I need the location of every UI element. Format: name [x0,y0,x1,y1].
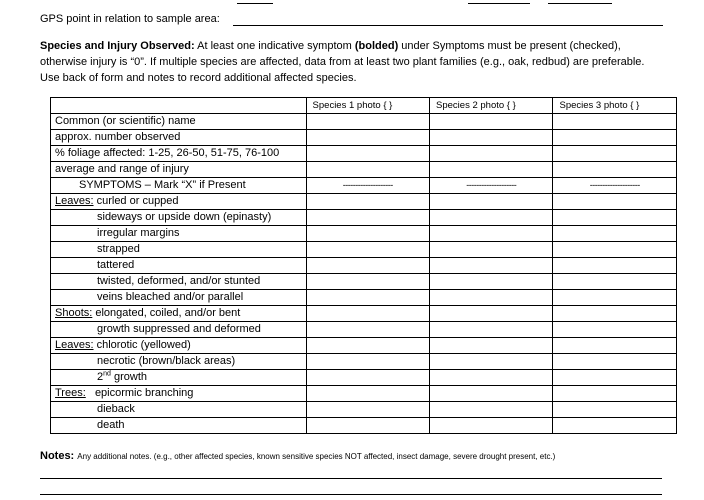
species-1-cell[interactable] [306,242,429,258]
species-3-cell[interactable] [553,242,677,258]
species-1-cell[interactable] [306,210,429,226]
species-2-cell[interactable] [430,242,553,258]
table-header-row [51,98,677,114]
species-2-cell[interactable] [430,194,553,210]
species-2-cell[interactable] [430,338,553,354]
gps-input-line[interactable] [233,25,663,26]
species-injury-table [50,97,677,434]
species-1-header: Species 1 photo { } [306,98,429,114]
symptom-label: tattered [51,258,307,274]
species-2-cell[interactable] [430,290,553,306]
species-3-cell[interactable] [553,258,677,274]
symptom-label: elongated, coiled, and/or bent [95,307,241,319]
row-label [51,338,307,354]
symptom-label: necrotic (brown/black areas) [51,354,307,370]
table-row [51,338,677,354]
species-1-cell[interactable] [306,290,429,306]
species-3-cell[interactable] [553,402,677,418]
symptom-label: veins bleached and/or parallel [51,290,307,306]
species-1-cell[interactable] [306,370,429,386]
dash-separator: -------------------- [553,178,677,194]
symptom-label: dieback [51,402,307,418]
group-label-shoots: Shoots: [55,307,93,319]
species-3-cell[interactable] [553,226,677,242]
species-3-cell[interactable] [553,114,677,130]
row-label: approx. number observed [51,130,307,146]
row-label [51,386,307,402]
second-growth-num: 2 [97,371,104,383]
table-row [51,370,677,386]
species-3-cell[interactable] [553,274,677,290]
table-row [51,290,677,306]
species-1-cell[interactable] [306,274,429,290]
table-row [51,386,677,402]
top-blank-2 [468,3,530,4]
table-row [51,210,677,226]
table-row [51,242,677,258]
table-row [51,114,677,130]
species-3-cell[interactable] [553,210,677,226]
symptom-label: growth suppressed and deformed [51,322,307,338]
table-row [51,274,677,290]
species-3-cell[interactable] [553,194,677,210]
instructions-paragraph [40,38,665,86]
top-blank-3 [548,3,612,4]
species-3-cell[interactable] [553,322,677,338]
species-1-cell[interactable] [306,418,429,434]
group-label-trees: Trees: [55,387,86,399]
symptom-label: chlorotic (yellowed) [96,339,191,351]
species-2-cell[interactable] [430,354,553,370]
table-row [51,258,677,274]
species-3-cell[interactable] [553,338,677,354]
top-form-lines [0,0,704,6]
symptom-label: epicormic branching [94,387,194,399]
symptoms-header: SYMPTOMS – Mark “X” if Present [51,178,307,194]
species-1-cell[interactable] [306,386,429,402]
table-row [51,130,677,146]
second-growth-text: growth [110,371,147,383]
symptom-label: strapped [51,242,307,258]
species-2-cell[interactable] [430,274,553,290]
header-blank-cell [51,98,307,114]
species-1-cell[interactable] [306,130,429,146]
species-2-cell[interactable] [430,322,553,338]
table-row [51,146,677,162]
species-2-cell[interactable] [430,114,553,130]
species-3-cell[interactable] [553,370,677,386]
species-2-cell[interactable] [430,306,553,322]
species-3-cell[interactable] [553,162,677,178]
intro-text-1: At least one indicative symptom [194,40,355,52]
species-1-cell[interactable] [306,162,429,178]
species-2-cell[interactable] [430,418,553,434]
species-3-cell[interactable] [553,386,677,402]
table-row [51,162,677,178]
species-2-header: Species 2 photo { } [430,98,553,114]
table-row [51,322,677,338]
row-label: average and range of injury [51,162,307,178]
top-blank-1 [237,3,273,4]
table-row [51,354,677,370]
group-label-leaves: Leaves: [55,195,94,207]
species-3-cell[interactable] [553,418,677,434]
notes-label: Notes: [40,450,75,462]
species-1-cell[interactable] [306,322,429,338]
symptom-label: irregular margins [51,226,307,242]
dash-separator: -------------------- [430,178,553,194]
species-1-cell[interactable] [306,146,429,162]
table-row [51,306,677,322]
notes-input-line-2[interactable] [40,494,662,495]
species-3-cell[interactable] [553,306,677,322]
row-label [51,194,307,210]
species-1-cell[interactable] [306,306,429,322]
gps-label: GPS point in relation to sample area: [40,13,220,25]
species-2-cell[interactable] [430,210,553,226]
species-3-cell[interactable] [553,290,677,306]
species-1-cell[interactable] [306,226,429,242]
species-1-cell[interactable] [306,338,429,354]
intro-bold-heading: Species and Injury Observed: [40,40,195,52]
symptom-label-second-growth [51,370,307,386]
row-label [51,306,307,322]
species-2-cell[interactable] [430,146,553,162]
table-row [51,194,677,210]
table-row [51,418,677,434]
species-1-cell[interactable] [306,402,429,418]
species-2-cell[interactable] [430,402,553,418]
second-growth-sup: nd [103,370,111,378]
species-1-cell[interactable] [306,194,429,210]
notes-input-line-1[interactable] [40,478,662,479]
intro-bold-2: (bolded) [354,40,399,52]
group-label-leaves: Leaves: [55,339,94,351]
species-1-cell[interactable] [306,354,429,370]
notes-section [40,450,555,462]
species-3-cell[interactable] [553,130,677,146]
row-label: % foliage affected: 1-25, 26-50, 51-75, 76-100 [51,146,307,162]
species-2-cell[interactable] [430,130,553,146]
species-3-cell[interactable] [553,146,677,162]
species-2-cell[interactable] [430,386,553,402]
species-1-cell[interactable] [306,258,429,274]
species-3-header: Species 3 photo { } [553,98,677,114]
symptom-label: death [51,418,307,434]
symptom-label: twisted, deformed, and/or stunted [51,274,307,290]
symptoms-header-row [51,178,677,194]
row-label: Common (or scientific) name [51,114,307,130]
species-2-cell[interactable] [430,226,553,242]
table-row [51,402,677,418]
species-3-cell[interactable] [553,354,677,370]
species-2-cell[interactable] [430,370,553,386]
symptom-label: sideways or upside down (epinasty) [51,210,307,226]
dash-separator: -------------------- [306,178,429,194]
species-1-cell[interactable] [306,114,429,130]
notes-hint: Any additional notes. (e.g., other affected species, known sensitive species NOT affected, insect damage, severe drought present, etc.) [77,452,556,461]
intro-text-2: under Symptoms must be present (checked), otherwise injury is “0”. If multiple species are affected, data from at least two plant families (e.g., oak, redbud) are preferable. Use back of form and notes to record additional affected species. [40,40,645,84]
species-2-cell[interactable] [430,162,553,178]
species-2-cell[interactable] [430,258,553,274]
table-row [51,226,677,242]
symptom-label: curled or cupped [96,195,179,207]
